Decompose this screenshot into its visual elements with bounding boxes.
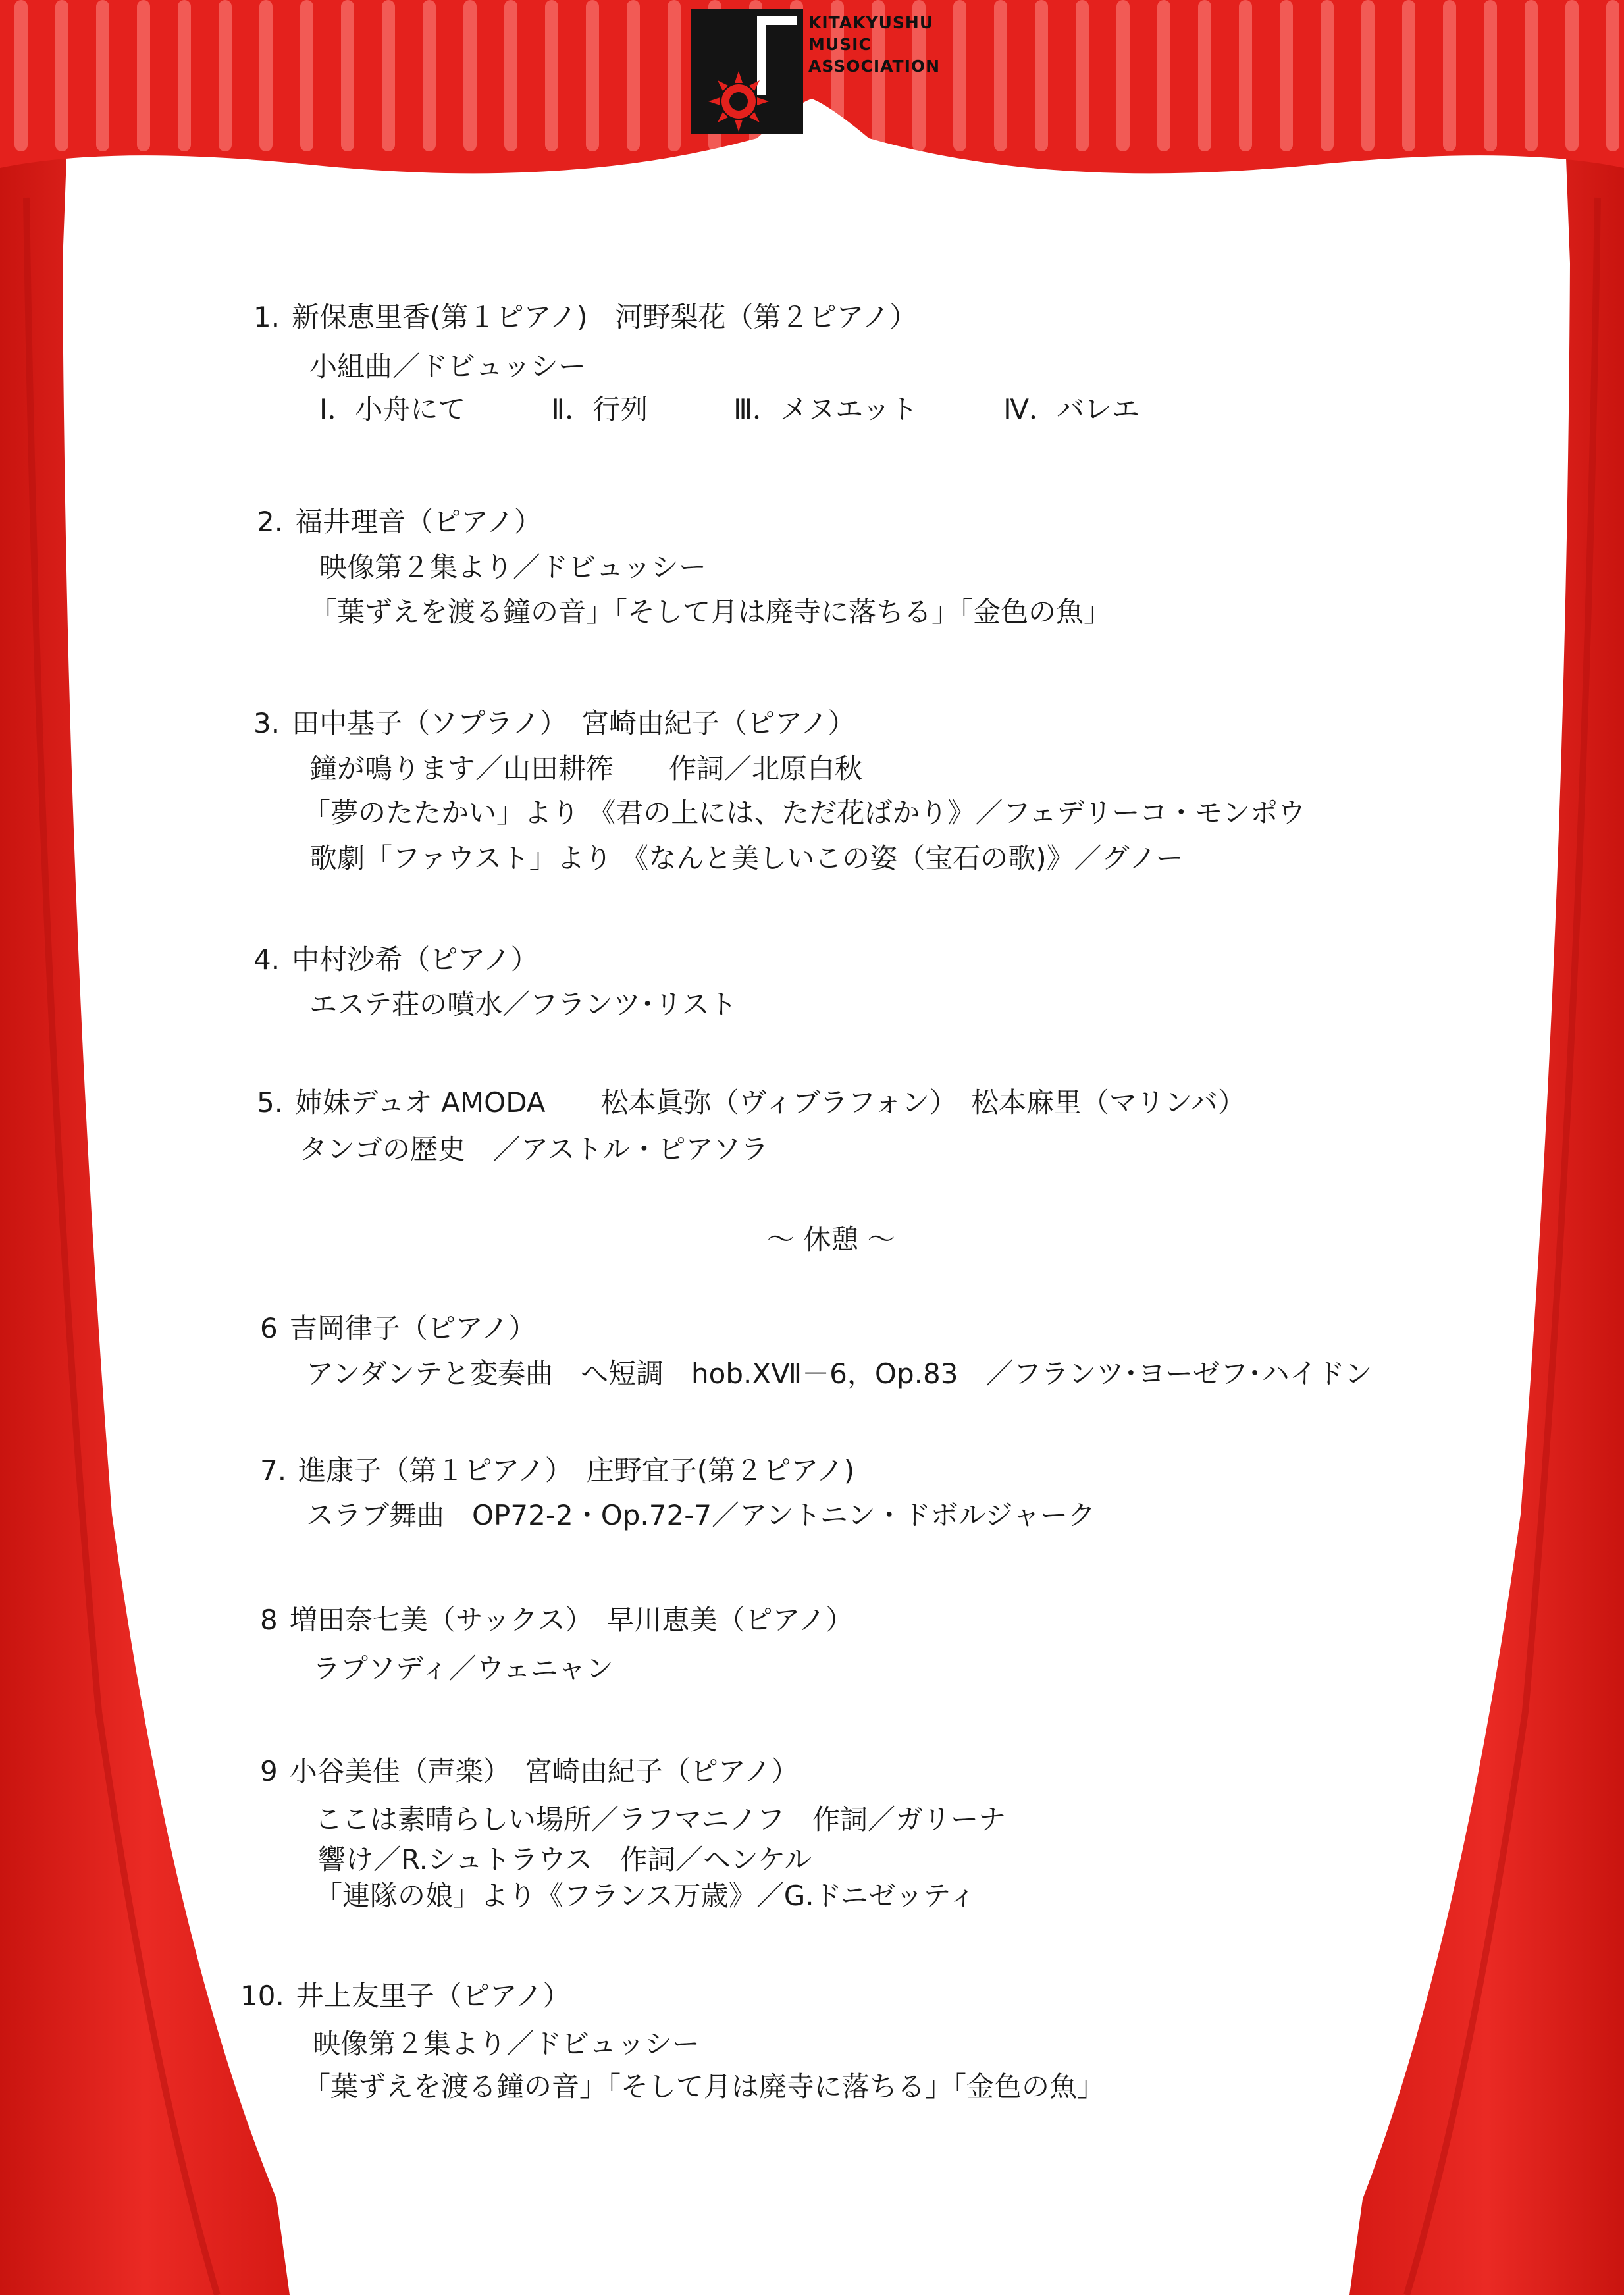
program-item-performers <box>260 1752 799 1791</box>
item-number: 9 <box>260 1755 278 1787</box>
performers: 井上友里子（ピアノ） <box>296 1980 571 2012</box>
performers: 新保恵里香(第１ピアノ) 河野梨花（第２ピアノ） <box>292 301 918 333</box>
piece-title: エステ荘の噴水／フランツ･リスト <box>309 988 737 1020</box>
performers: 田中基子（ソプラノ） 宮崎由紀子（ピアノ） <box>292 707 856 739</box>
performers: 姉妹デュオ AMODA 松本眞弥（ヴィブラフォン） 松本麻里（マリンバ） <box>295 1086 1245 1119</box>
item-number: 5. <box>257 1086 284 1119</box>
piece-title: 響け／R.シュトラウス 作詞／ヘンケル <box>318 1843 812 1876</box>
program-item-performers <box>257 1083 1245 1122</box>
program-item-performers <box>260 1309 536 1348</box>
piece-title: スラブ舞曲 OP72-2・Op.72-7／アントニン・ドボルジャーク <box>306 1499 1095 1531</box>
piece-title: アンダンテと変奏曲 へ短調 hob.ⅩⅦ－6，Op.83 ／フランツ･ヨーゼフ･ハイドン <box>306 1358 1373 1390</box>
performers: 吉岡律子（ピアノ） <box>289 1312 537 1344</box>
item-number: 10. <box>240 1980 284 2012</box>
piece-title: 「夢のたたかい」より 《君の上には、ただ花ばかり》／フェデリーコ・モンポウ <box>303 797 1306 829</box>
movement: Ⅰ．小舟にて <box>319 393 466 425</box>
logo-line: KITAKYUSHU <box>808 13 934 32</box>
piece-title: ここは素晴らしい場所／ラフマニノフ 作詞／ガリーナ <box>315 1803 1007 1835</box>
piece-title: タンゴの歴史 ／アストル・ピアソラ <box>300 1133 769 1165</box>
logo-line: ASSOCIATION <box>808 57 941 76</box>
movement: Ⅲ．メヌエット <box>733 393 918 425</box>
piece-title: 小組曲／ドビュッシー <box>309 350 587 382</box>
piece-title: 「葉ずえを渡る鐘の音」「そして月は廃寺に落ちる」「金色の魚」 <box>303 2071 1105 2103</box>
program-item-performers <box>260 1600 853 1640</box>
performers: 進康子（第１ピアノ） 庄野宜子(第２ピアノ) <box>298 1454 855 1487</box>
piece-title: 「連隊の娘」より《フランス万歳》／G.ドニゼッティ <box>315 1880 976 1912</box>
performers: 中村沙希（ピアノ） <box>292 943 538 976</box>
item-number: 1. <box>253 301 280 333</box>
performers: 福井理音（ピアノ） <box>295 506 542 538</box>
piece-title: 鐘が鳴ります／山田耕筰 作詞／北原白秋 <box>309 752 863 785</box>
intermission: ～ 休憩 ～ <box>767 1223 895 1255</box>
piece-title: 映像第２集より／ドビュッシー <box>313 2028 700 2060</box>
movement: Ⅱ．行列 <box>551 393 648 425</box>
program-item-performers <box>253 704 855 743</box>
piece-title: 映像第２集より／ドビュッシー <box>319 551 707 583</box>
logo-line: MUSIC <box>808 35 872 54</box>
piece-title: 歌劇「ファウスト」より 《なんと美しいこの姿（宝石の歌)》／グノー <box>309 842 1184 874</box>
program-item-performers <box>240 1976 570 2016</box>
movement: Ⅳ．バレエ <box>1003 393 1139 425</box>
item-number: 7. <box>260 1454 287 1487</box>
piece-title: ラプソディ／ウェニャン <box>313 1652 614 1685</box>
performers: 小谷美佳（声楽） 宮崎由紀子（ピアノ） <box>289 1755 799 1787</box>
program-item-performers <box>253 940 538 980</box>
item-number: 2. <box>257 506 284 538</box>
item-number: 8 <box>260 1604 278 1636</box>
piece-title: 「葉ずえを渡る鐘の音」「そして月は廃寺に落ちる」「金色の魚」 <box>309 596 1112 628</box>
item-number: 4. <box>253 943 280 976</box>
performers: 増田奈七美（サックス） 早川恵美（ピアノ） <box>289 1604 854 1636</box>
program-item-performers <box>253 298 917 337</box>
item-number: 3. <box>253 707 280 739</box>
program-item-performers <box>260 1451 854 1490</box>
item-number: 6 <box>260 1312 278 1344</box>
movement-list <box>319 390 1139 429</box>
program-item-performers <box>257 502 542 542</box>
